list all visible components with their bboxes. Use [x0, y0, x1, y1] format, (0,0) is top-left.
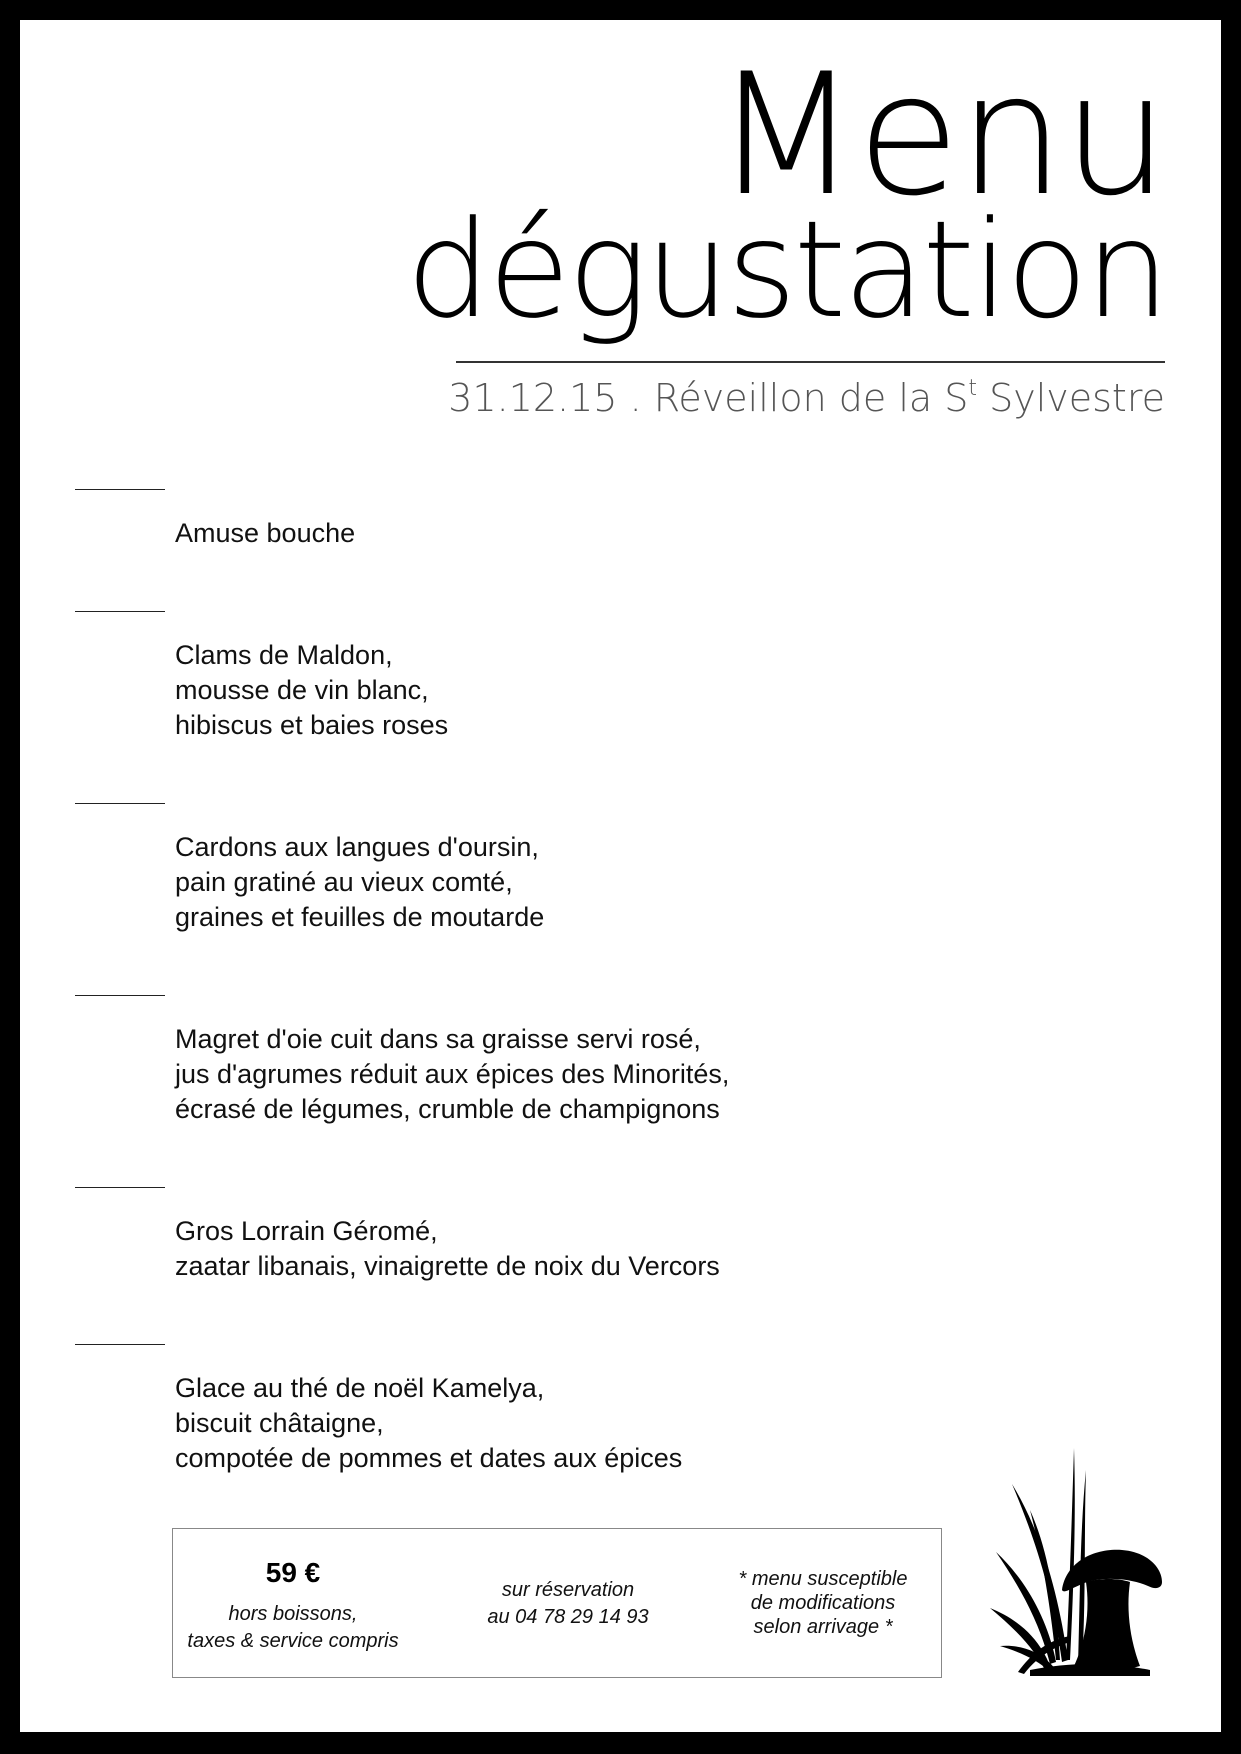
course-line: hibiscus et baies roses: [175, 710, 449, 740]
event-date-text: 31.12.15 . Réveillon de la S: [448, 376, 969, 420]
reservation-block: [443, 1577, 693, 1631]
course-line: Glace au thé de noël Kamelya,: [175, 1373, 545, 1403]
reservation-text: sur réservation: [501, 1579, 635, 1601]
title-divider: [456, 361, 1165, 363]
course-item: [175, 516, 355, 551]
course-line: Gros Lorrain Géromé,: [175, 1216, 438, 1246]
course-line: graines et feuilles de moutarde: [175, 902, 545, 932]
course-item: [175, 830, 544, 935]
course-line: écrasé de légumes, crumble de champignons: [175, 1094, 720, 1124]
course-line: Magret d'oie cuit dans sa graisse servi rosé,: [175, 1024, 701, 1054]
menu-subtitle-title: dégustation: [406, 192, 1167, 348]
course-line: biscuit châtaigne,: [175, 1408, 384, 1438]
course-line: Cardons aux langues d'oursin,: [175, 832, 539, 862]
course-divider: [75, 995, 165, 996]
course-line: jus d'agrumes réduit aux épices des Minorités,: [175, 1059, 730, 1089]
price-note: hors boissons,: [228, 1603, 358, 1625]
course-line: Clams de Maldon,: [175, 640, 393, 670]
price: 59 €: [265, 1557, 321, 1588]
course-line: pain gratiné au vieux comté,: [175, 867, 513, 897]
info-box: [172, 1528, 942, 1678]
course-line: mousse de vin blanc,: [175, 675, 429, 705]
course-line: compotée de pommes et dates aux épices: [175, 1443, 683, 1473]
disclaimer-block: [713, 1567, 933, 1639]
course-divider: [75, 1187, 165, 1188]
reservation-phone: au 04 78 29 14 93: [487, 1606, 649, 1628]
event-date-line: [448, 374, 1165, 422]
course-divider: [75, 1344, 165, 1345]
course-divider: [75, 489, 165, 490]
disclaimer-line: selon arrivage *: [753, 1616, 893, 1638]
disclaimer-line: de modifications: [750, 1592, 896, 1614]
course-item: [175, 638, 448, 743]
menu-title: Menu: [713, 37, 1167, 233]
course-divider: [75, 803, 165, 804]
course-line: Amuse bouche: [175, 518, 356, 548]
disclaimer-line: * menu susceptible: [738, 1568, 908, 1590]
course-line: zaatar libanais, vinaigrette de noix du Vercors: [175, 1251, 720, 1281]
event-date-superscript: t: [968, 376, 978, 401]
course-item: [175, 1022, 729, 1127]
price-note: taxes & service compris: [187, 1630, 399, 1652]
course-item: [175, 1371, 682, 1476]
course-divider: [75, 611, 165, 612]
event-date-end: Sylvestre: [977, 376, 1165, 420]
mushroom-grass-icon: [990, 1440, 1170, 1680]
price-block: [173, 1555, 413, 1655]
course-item: [175, 1214, 720, 1284]
